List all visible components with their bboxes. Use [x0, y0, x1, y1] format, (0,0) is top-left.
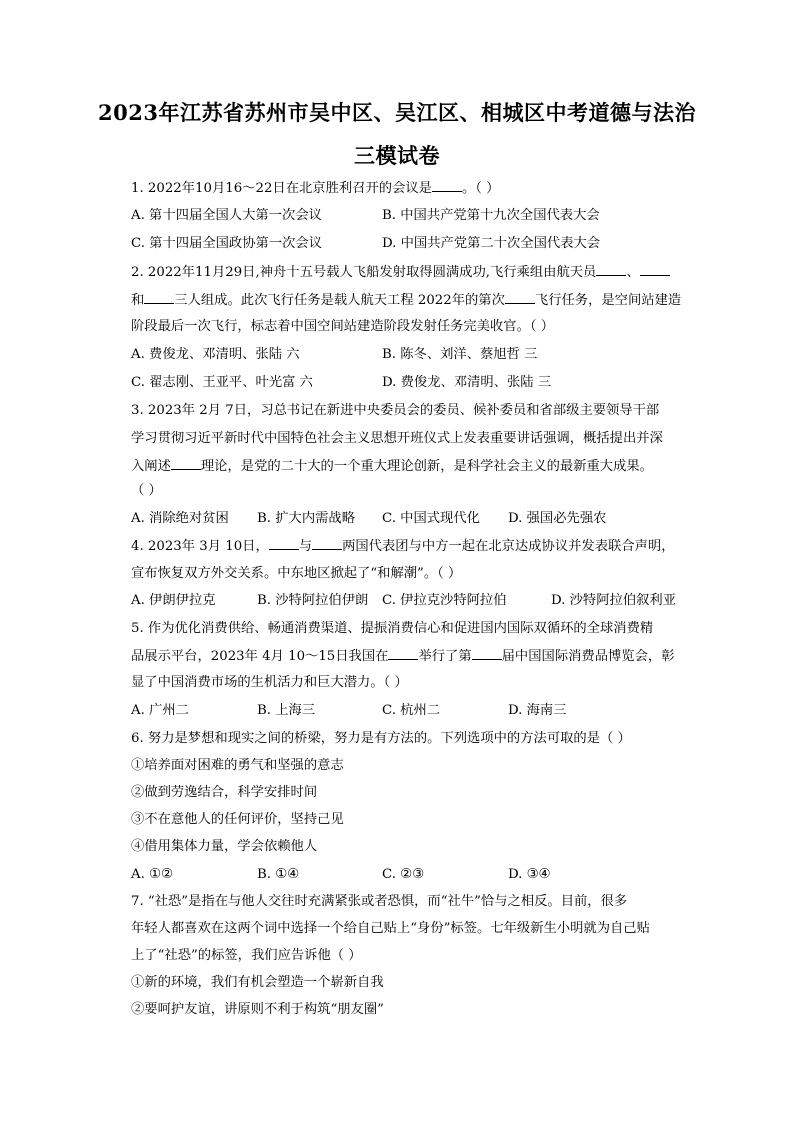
question-3-line1: 3. 2023年 2月 7日，习总书记在新进中央委员会的委员、候补委员和省部级主要领导干部 — [131, 403, 660, 418]
q1-option-d: D. 中国共产党第二十次全国代表大会 — [382, 236, 601, 251]
question-5-line3: 显了中国消费市场的生机活力和巨大潜力。（ ） — [131, 675, 408, 690]
question-3-answer-paren: （ ） — [131, 483, 162, 498]
question-3-line2: 学习贯彻习近平新时代中国特色社会主义思想开班仪式上发表重要讲话强调，概括提出并深 — [131, 431, 663, 446]
q5-option-a: A. 广州二 — [131, 703, 189, 718]
q4-option-a: A. 伊朗伊拉克 — [131, 593, 216, 608]
question-1-stem: 1. 2022年10月16～22日在北京胜利召开的会议是 。（ ） — [131, 181, 500, 196]
q3-option-b: B. 扩大内需战略 — [257, 511, 356, 526]
q5-option-d: D. 海南三 — [508, 703, 567, 718]
question-6-statement-1: ①培养面对困难的勇气和坚强的意志 — [131, 758, 344, 773]
question-2-line2: 和 三人组成。此次飞行任务是载人航天工程 2022年的第次 飞行任务，是空间站建造 — [131, 293, 682, 308]
question-7-line3: 上了“社恐”的标签，我们应告诉他（ ） — [131, 948, 362, 963]
answer-blank — [269, 537, 299, 550]
exam-title-line2: 三模试卷 — [354, 143, 440, 168]
question-6-statement-2: ②做到劳逸结合，科学安排时间 — [131, 785, 318, 800]
question-6-statement-3: ③不在意他人的任何评价，坚持己见 — [131, 812, 344, 827]
answer-blank — [171, 457, 201, 470]
q4-option-c: C. 伊拉克沙特阿拉伯 — [382, 593, 507, 608]
question-6-statement-4: ④借用集体力量，学会依赖他人 — [131, 839, 318, 854]
q3-option-c: C. 中国式现代化 — [382, 511, 480, 526]
q3-option-a: A. 消除绝对贫困 — [131, 511, 229, 526]
q6-option-a: A. ①② — [131, 867, 173, 882]
answer-blank — [312, 537, 342, 550]
answer-blank — [596, 263, 626, 276]
question-2-line3: 阶段最后一次飞行，标志着中国空间站建造阶段发射任务完美收官。（ ） — [131, 319, 555, 334]
exam-title-line1: 2023年江苏省苏州市吴中区、吴江区、相城区中考道德与法治 — [98, 100, 696, 125]
q6-option-c: C. ②③ — [382, 867, 424, 882]
answer-blank — [640, 263, 670, 276]
question-4-line2: 宣布恢复双方外交关系。中东地区掀起了“和解潮”。（ ） — [131, 566, 462, 581]
question-7-statement-2: ②要呵护友谊，讲原则不利于构筑“朋友圈” — [131, 1002, 384, 1017]
q2-option-d: D. 费俊龙、邓清明、张陆 三 — [382, 375, 552, 390]
question-6-stem: 6. 努力是梦想和现实之间的桥梁，努力是有方法的。下列选项中的方法可取的是（ ） — [131, 731, 631, 746]
answer-blank — [472, 647, 502, 660]
question-5-line2: 品展示平台，2023年 4月 10～15日我国在 举行了第 届中国国际消费品博览会，彰 — [131, 649, 675, 664]
answer-blank — [388, 647, 418, 660]
question-7-line1: 7. “社恐”是指在与他人交往时充满紧张或者恐惧，而“社牛”恰与之相反。目前，很多 — [131, 894, 628, 909]
question-7-line2: 年轻人都喜欢在这两个词中选择一个给自己贴上“身份”标签。七年级新生小明就为自己贴 — [131, 921, 650, 936]
q1-option-c: C. 第十四届全国政协第一次会议 — [131, 236, 323, 251]
q4-option-d: D. 沙特阿拉伯叙利亚 — [551, 593, 677, 608]
q3-option-d: D. 强国必先强农 — [508, 511, 607, 526]
q1-option-a: A. 第十四届全国人大第一次会议 — [131, 208, 322, 223]
q2-option-c: C. 翟志刚、王亚平、叶光富 六 — [131, 375, 313, 390]
question-5-line1: 5. 作为优化消费供给、畅通消费渠道、提振消费信心和促进国内国际双循环的全球消费精 — [131, 621, 654, 636]
q5-option-c: C. 杭州二 — [382, 703, 441, 718]
q6-option-d: D. ③④ — [508, 867, 551, 882]
question-4-line1: 4. 2023年 3月 10日， 与 两国代表团与中方一起在北京达成协议并发表联合声明， — [131, 539, 675, 554]
q2-option-a: A. 费俊龙、邓清明、张陆 六 — [131, 347, 300, 362]
answer-blank — [144, 291, 174, 304]
answer-blank — [505, 291, 535, 304]
answer-blank — [432, 179, 462, 192]
question-3-line3: 入阐述 理论，是党的二十大的一个重大理论创新，是科学社会主义的最新重大成果。 — [131, 459, 653, 474]
q5-option-b: B. 上海三 — [257, 703, 316, 718]
q1-option-b: B. 中国共产党第十九次全国代表大会 — [382, 208, 600, 223]
question-2-line1: 2. 2022年11月29日,神舟十五号载人飞船发射取得圆满成功,飞行乘组由航天员 、 — [131, 263, 691, 282]
q4-option-b: B. 沙特阿拉伯伊朗 — [257, 593, 369, 608]
q6-option-b: B. ①④ — [257, 867, 300, 882]
q2-option-b: B. 陈冬、刘洋、蔡旭哲 三 — [382, 347, 538, 362]
question-7-statement-1: ①新的环境，我们有机会塑造一个崭新自我 — [131, 975, 384, 990]
